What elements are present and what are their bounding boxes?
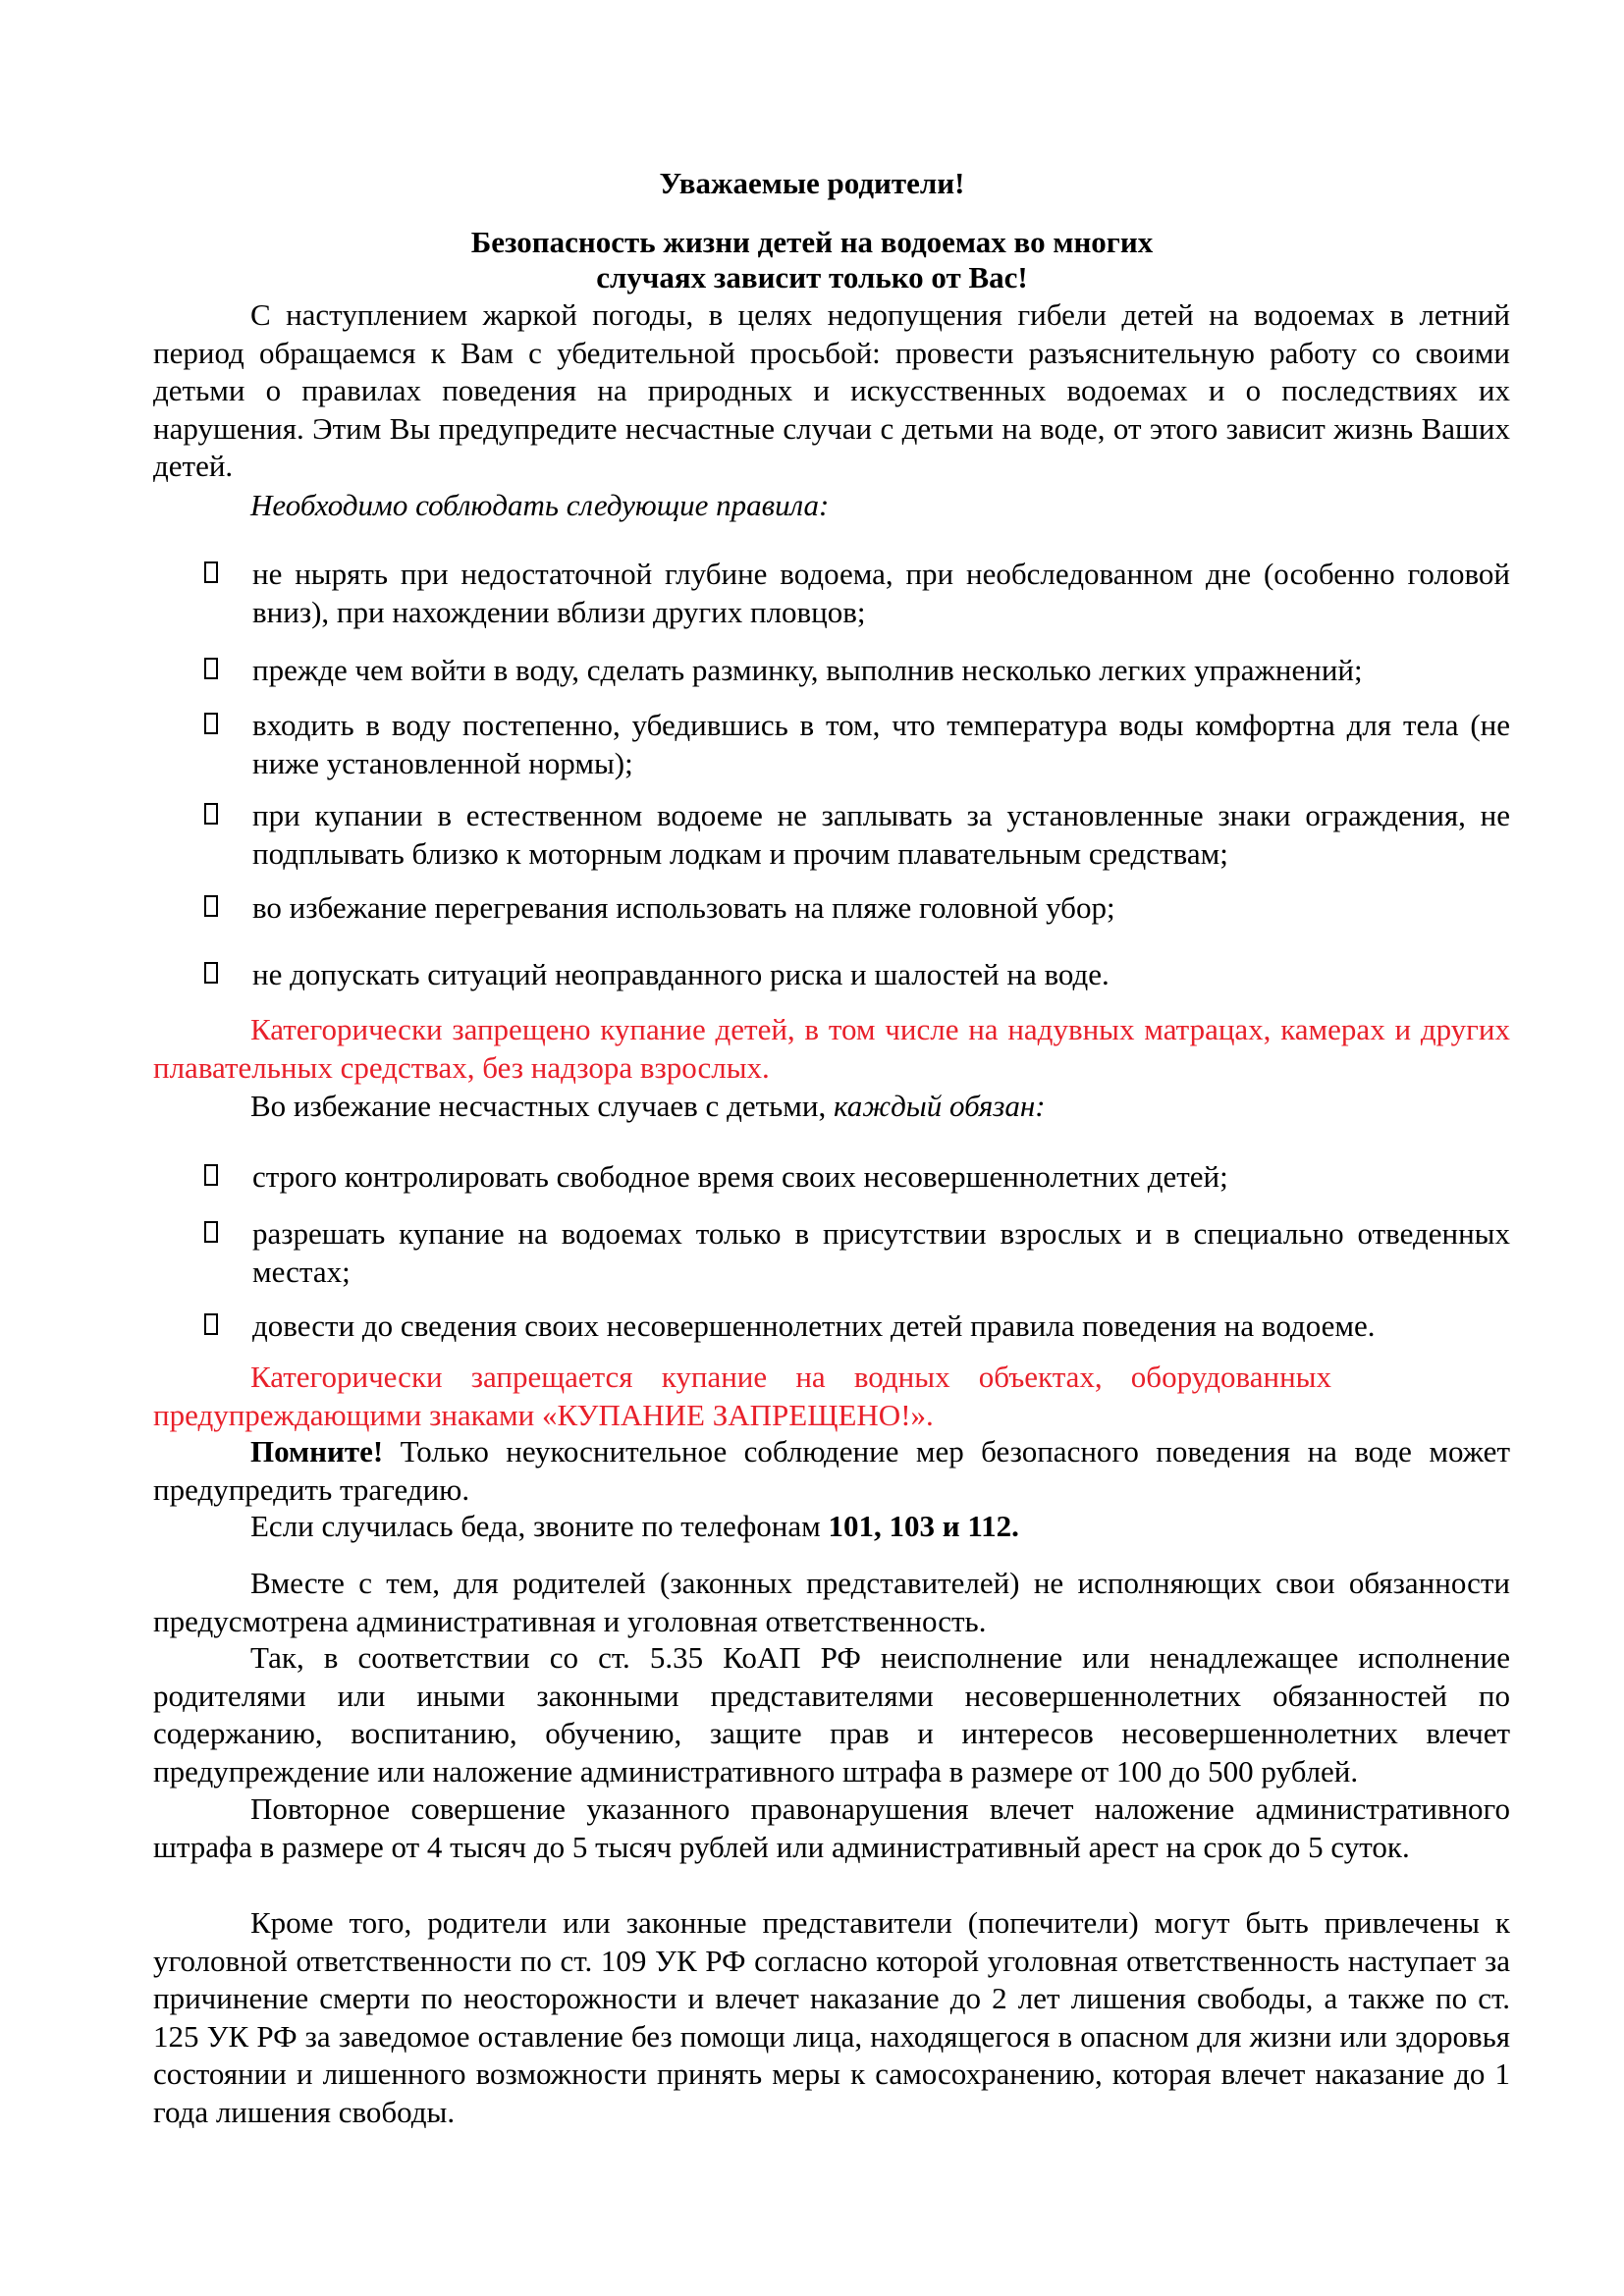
duty-text: строго контролировать свободное время своих несовершеннолетних детей; xyxy=(252,1159,1228,1194)
warning-supervision: Категорически запрещено купание детей, в том числе на надувных матрацах, камерах и других плавательных средствах, без надзора взрослых. xyxy=(153,1012,1510,1085)
repeat-offense-paragraph: Повторное совершение указанного правонарушения влечет наложение административного штрафа в размере от 4 тысяч до 5 тысяч рублей или административный арест на срок до 5 суток. xyxy=(153,1791,1510,1864)
rule-text: при купании в естественном водоеме не заплывать за установленные знаки ограждения, не подплывать близко к моторным лодкам и прочим плавательным средствам; xyxy=(252,798,1510,871)
rule-text: прежде чем войти в воду, сделать разминку, выполнив несколько легких упражнений; xyxy=(252,653,1363,687)
criminal-liability-paragraph: Кроме того, родители или законные представители (попечители) могут быть привлечены к уголовной ответственности по ст. 109 УК РФ согласно которой уголовная ответственность наступает за причинение смерти по неосторожности и влечет наказание до 2 лет лишения свободы, а также по ст. 125 УК РФ за заведомое оставление без помощи лица, находящегося в опасном для жизни или здоровья состоянии и лишенного возможности принять меры к самосохранению, которая влечет наказание до 1 года лишения свободы. xyxy=(153,1905,1510,2129)
phones-text: Если случилась беда, звоните по телефонам xyxy=(250,1509,829,1543)
checkbox-square-icon xyxy=(204,803,218,825)
koap-paragraph: Так, в соответствии со ст. 5.35 КоАП РФ неисполнение или ненадлежащее исполнение родителями или иными законными представителями несовершеннолетних обязанностей по содержанию, воспитанию, обучению, защите прав и интересов несовершеннолетних влечет предупреждение или наложение административного штрафа в размере от 100 до 500 рублей. xyxy=(153,1640,1510,1789)
rule-text: входить в воду постепенно, убедившись в том, что температура воды комфортна для тела (не ниже установленной нормы); xyxy=(252,708,1510,780)
remember-label: Помните! xyxy=(250,1434,384,1468)
checkbox-square-icon xyxy=(204,658,218,679)
rule-text: не допускать ситуаций неоправданного риска и шалостей на воде. xyxy=(252,957,1110,991)
rule-text: во избежание перегревания использовать на пляже головной убор; xyxy=(252,890,1115,925)
document-heading: Уважаемые родители! xyxy=(659,166,965,200)
duty-intro xyxy=(153,1088,1510,1126)
phones-paragraph xyxy=(153,1508,1510,1546)
duty-intro-emphasis: каждый обязан: xyxy=(834,1089,1046,1123)
rule-text: не нырять при недостаточной глубине водоема, при необследованном дне (особенно головой вниз), при нахождении вблизи других пловцов; xyxy=(252,557,1510,629)
checkbox-square-icon xyxy=(204,962,218,984)
checkbox-square-icon xyxy=(204,713,218,734)
checkbox-square-icon xyxy=(204,895,218,917)
checkbox-square-icon xyxy=(204,1221,218,1243)
document-subheading-line2: случаях зависит только от Вас! xyxy=(596,260,1028,294)
duty-text: довести до сведения своих несовершеннолетних детей правила поведения на водоеме. xyxy=(252,1308,1376,1343)
checkbox-square-icon xyxy=(204,1313,218,1335)
document-subheading-line1: Безопасность жизни детей на водоемах во многих xyxy=(470,225,1154,259)
liability-paragraph: Вместе с тем, для родителей (законных представителей) не исполняющих свои обязанности предусмотрена административная и уголовная ответственность. xyxy=(153,1566,1510,1638)
checkbox-square-icon xyxy=(204,1164,218,1186)
duty-intro-text: Во избежание несчастных случаев с детьми, xyxy=(250,1089,834,1123)
duty-text: разрешать купание на водоемах только в присутствии взрослых и в специально отведенных местах; xyxy=(252,1216,1510,1289)
remember-text: Только неукоснительное соблюдение мер безопасного поведения на воде может предупредить трагедию. xyxy=(153,1434,1510,1507)
phones-numbers: 101, 103 и 112. xyxy=(828,1509,1019,1543)
warning-prohibited-signs: Категорически запрещается купание на водных объектах, оборудованных предупреждающими знаками «КУПАНИЕ ЗАПРЕЩЕНО!». xyxy=(153,1360,1331,1432)
rules-heading: Необходимо соблюдать следующие правила: xyxy=(250,488,830,522)
remember-paragraph xyxy=(153,1433,1510,1509)
checkbox-square-icon xyxy=(204,561,218,583)
intro-paragraph: С наступлением жаркой погоды, в целях недопущения гибели детей на водоемах в летний период обращаемся к Вам с убедительной просьбой: провести разъяснительную работу со своими детьми о правилах поведения на природных и искусственных водоемах и о последствиях их нарушения. Этим Вы предупредите несчастные случаи с детьми на воде, от этого зависит жизнь Ваших детей. xyxy=(153,297,1510,483)
